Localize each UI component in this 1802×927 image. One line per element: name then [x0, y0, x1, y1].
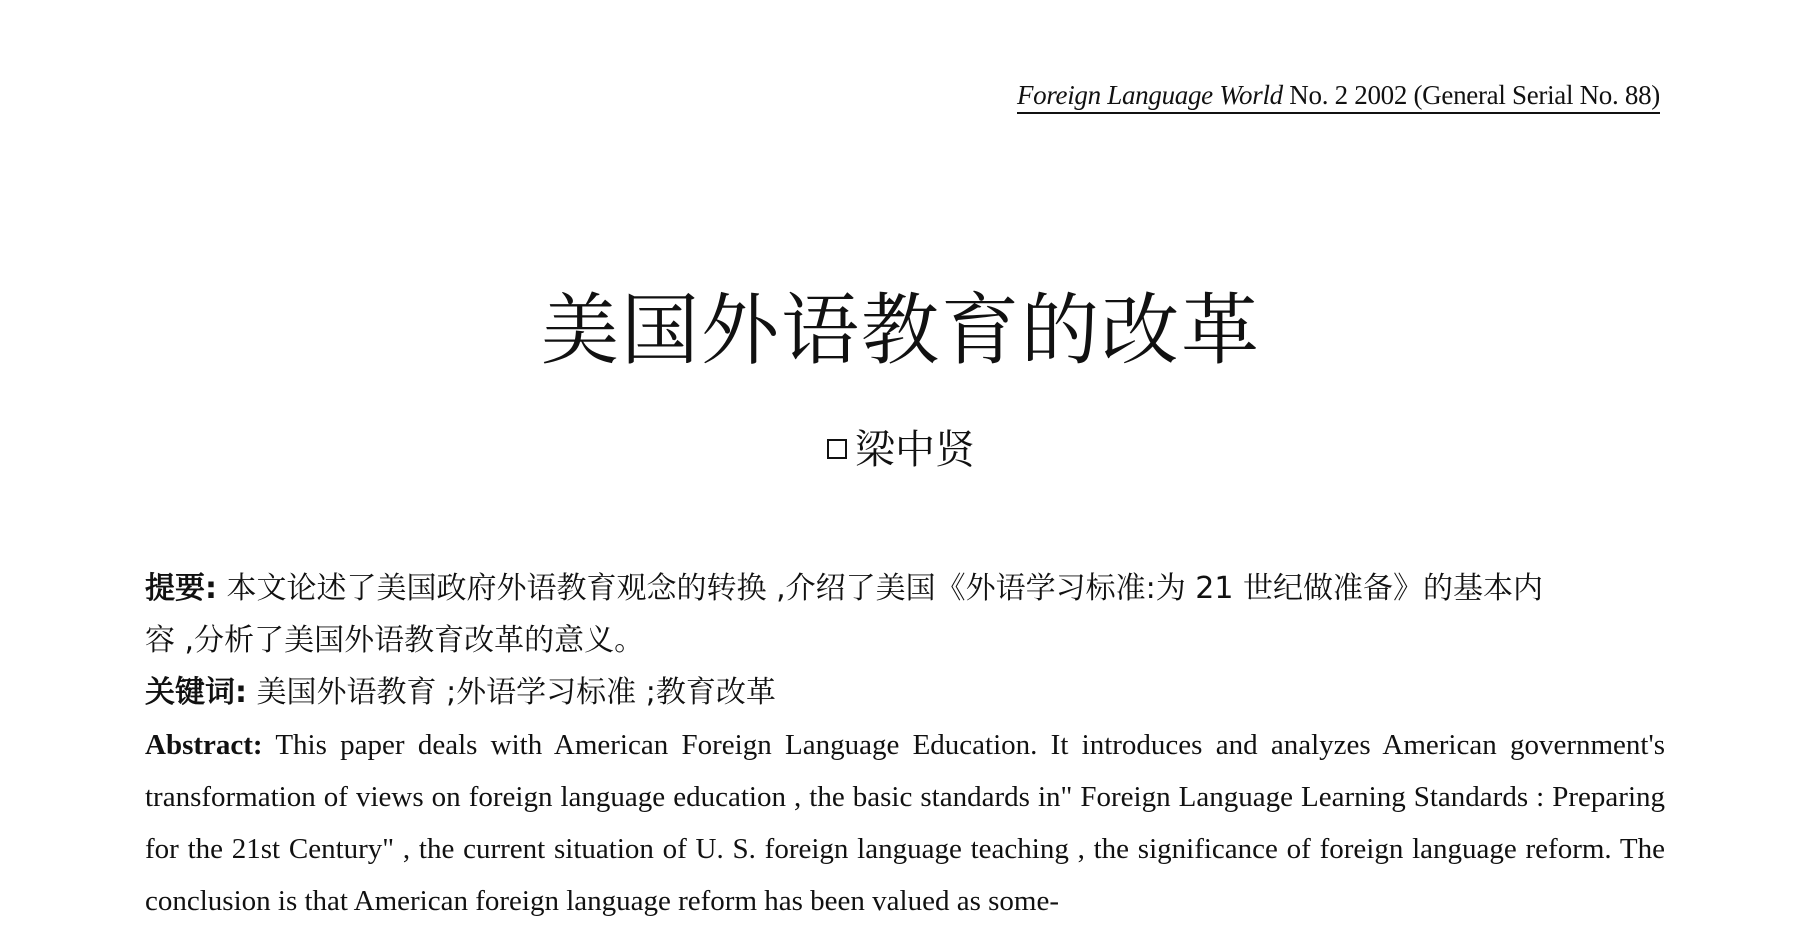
- summary-text-2: 容 ,分析了美国外语教育改革的意义。: [145, 623, 645, 658]
- paper-title: 美国外语教育的改革: [540, 286, 1261, 376]
- running-header: [1017, 78, 1660, 114]
- keywords-line: [145, 667, 1665, 719]
- square-outline-icon: [827, 439, 847, 459]
- summary-line-2: [145, 615, 1665, 667]
- english-abstract: [145, 719, 1665, 927]
- abstract-text: This paper deals with American Foreign Language Education. It introduces and analyzes American government's transformation of views on foreign language education , the basic standards in" Foreign Language Learning Standards : Preparing for the 21st Century" , the current situation of U. S. foreign language teaching , the significance of foreign language reform. The conclusion is that American foreign language reform has been valued as some-: [145, 729, 1665, 917]
- summary-line-1: [145, 563, 1665, 615]
- issue-info: No. 2 2002 (General Serial No. 88): [1282, 80, 1660, 110]
- summary-text-1: 本文论述了美国政府外语教育观念的转换 ,介绍了美国《外语学习标准:为 21 世纪做准备》的基本内: [217, 571, 1543, 606]
- abstract-section: [145, 563, 1665, 927]
- keywords-text: 美国外语教育 ;外语学习标准 ;教育改革: [247, 675, 776, 710]
- author-name: 梁中贤: [855, 427, 975, 473]
- journal-name: Foreign Language World: [1016, 80, 1283, 110]
- summary-label: 提要:: [145, 571, 217, 606]
- keywords-label: 关键词:: [145, 675, 247, 710]
- abstract-label: Abstract:: [145, 729, 263, 761]
- author-line: [0, 425, 1802, 475]
